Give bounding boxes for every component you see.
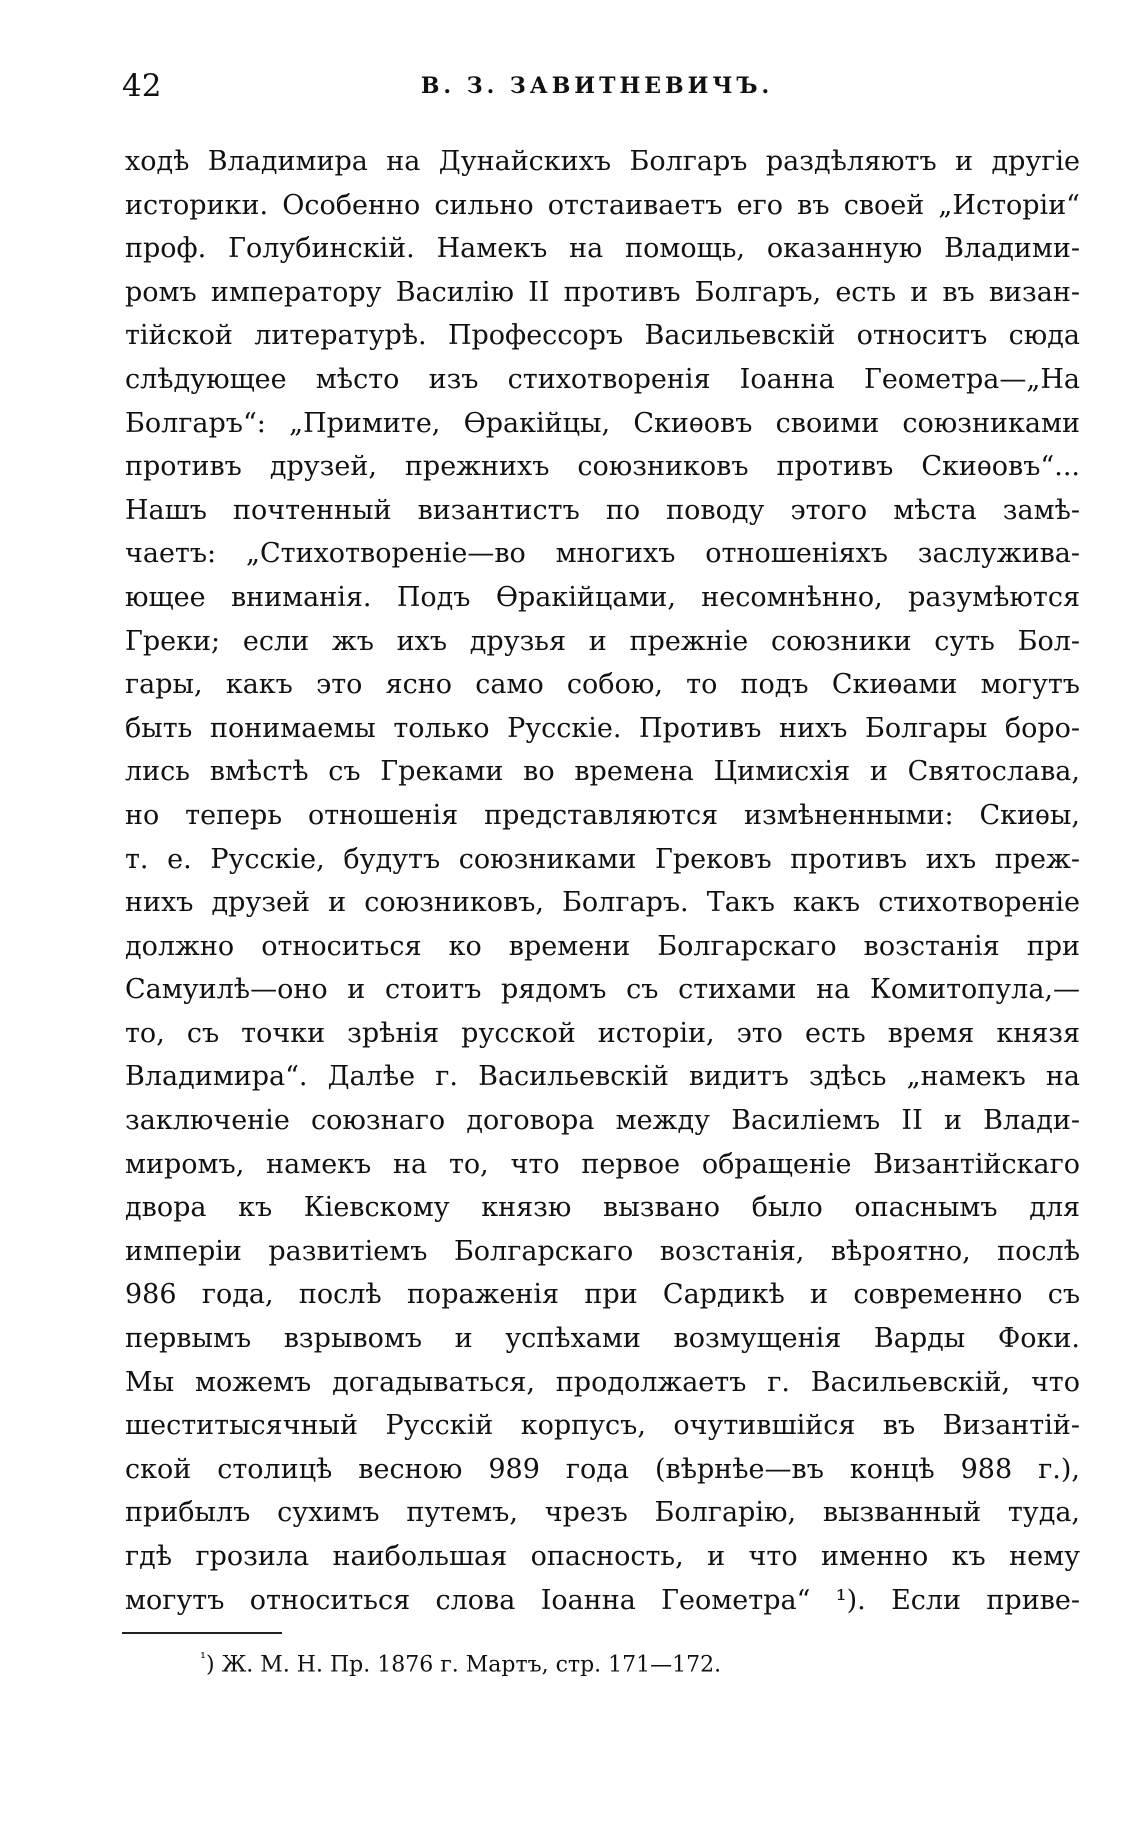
text-line: Самуилѣ—оно и стоитъ рядомъ съ стихами на Комитопула,—	[125, 974, 1080, 1006]
text-line: 986 года, послѣ пораженія при Сардикѣ и современно съ	[125, 1279, 1080, 1311]
footnote-rule	[122, 1632, 282, 1634]
text-line: тійской литературѣ. Профессоръ Васильевскій относитъ сюда	[125, 320, 1080, 352]
text-line: Болгаръ“: „Примите, Ѳракійцы, Скиѳовъ своими союзниками	[125, 407, 1080, 439]
text-line: шеститысячный Русскій корпусъ, очутившійся въ Византій-	[125, 1410, 1080, 1442]
page-number: 42	[122, 68, 162, 104]
text-line: ской столицѣ весною 989 года (вѣрнѣе—въ концѣ 988 г.),	[125, 1453, 1080, 1485]
footnote	[200, 1642, 721, 1681]
text-line: но теперь отношенія представляются измѣненными: Скиѳы,	[125, 799, 1080, 831]
footnote-text: ) Ж. М. Н. Пр. 1876 г. Мартъ, стр. 171—172.	[206, 1652, 722, 1678]
text-line: быть понимаемы только Русскіе. Противъ нихъ Болгары боро-	[125, 712, 1080, 744]
text-line: чаетъ: „Стихотвореніе—во многихъ отношеніяхъ заслужива-	[125, 538, 1080, 570]
text-line: должно относиться ко времени Болгарскаго возстанія при	[125, 930, 1080, 962]
text-line: гдѣ грозила наибольшая опасность, и что именно къ нему	[125, 1541, 1080, 1572]
text-line: прибылъ сухимъ путемъ, чрезъ Болгарію, вызванный туда,	[125, 1497, 1080, 1529]
text-line: заключеніе союзнаго договора между Василіемъ II и Влади-	[125, 1105, 1080, 1137]
text-line: т. е. Русскіе, будутъ союзниками Грековъ противъ ихъ преж-	[125, 843, 1080, 875]
text-line: проф. Голубинскій. Намекъ на помощь, оказанную Владими-	[125, 233, 1080, 265]
text-line: то, съ точки зрѣнія русской исторіи, это есть время князя	[125, 1017, 1080, 1049]
text-line: миромъ, намекъ на то, что первое обращеніе Византійскаго	[125, 1148, 1080, 1180]
text-line: ходѣ Владимира на Дунайскихъ Болгаръ раздѣляютъ и другіе	[125, 146, 1080, 177]
text-line: гары, какъ это ясно само собою, то подъ Скиѳами могутъ	[125, 669, 1080, 701]
text-line: двора къ Кіевскому князю вызвано было опаснымъ для	[125, 1192, 1080, 1224]
text-line: ющее вниманія. Подъ Ѳракійцами, несомнѣнно, разумѣются	[125, 581, 1080, 613]
footnote-marker: ¹	[200, 1649, 207, 1667]
text-line: могутъ относиться слова Іоанна Геометра“ ¹). Если приве-	[125, 1584, 1080, 1616]
text-line: ромъ императору Василію II противъ Болгаръ, есть и въ визан-	[125, 276, 1080, 308]
page-header	[122, 66, 1072, 106]
text-line: Нашъ почтенный византистъ по поводу этого мѣста замѣ-	[125, 494, 1080, 526]
text-line: слѣдующее мѣсто изъ стихотворенія Іоанна Геометра—„На	[125, 363, 1080, 395]
text-line: Греки; если жъ ихъ друзья и прежніе союзники суть Бол-	[125, 625, 1080, 657]
text-line: лись вмѣстѣ съ Греками во времена Цимисхія и Святослава,	[125, 756, 1080, 788]
text-line: первымъ взрывомъ и успѣхами возмущенія Варды Фоки.	[125, 1323, 1080, 1355]
text-line: нихъ друзей и союзниковъ, Болгаръ. Такъ какъ стихотвореніе	[125, 887, 1080, 919]
text-line: имперіи развитіемъ Болгарскаго возстанія, вѣроятно, послѣ	[125, 1235, 1080, 1267]
body-text	[125, 140, 1080, 1622]
text-line: противъ друзей, прежнихъ союзниковъ противъ Скиѳовъ“...	[125, 451, 1080, 483]
text-line: историки. Особенно сильно отстаиваетъ его въ своей „Исторіи“	[125, 189, 1080, 221]
text-line: Владимира“. Далѣе г. Васильевскій видитъ здѣсь „намекъ на	[125, 1061, 1080, 1093]
text-line: Мы можемъ догадываться, продолжаетъ г. Васильевскій, что	[125, 1366, 1080, 1398]
running-head: В. З. ЗАВИТНЕВИЧЪ.	[420, 73, 774, 99]
